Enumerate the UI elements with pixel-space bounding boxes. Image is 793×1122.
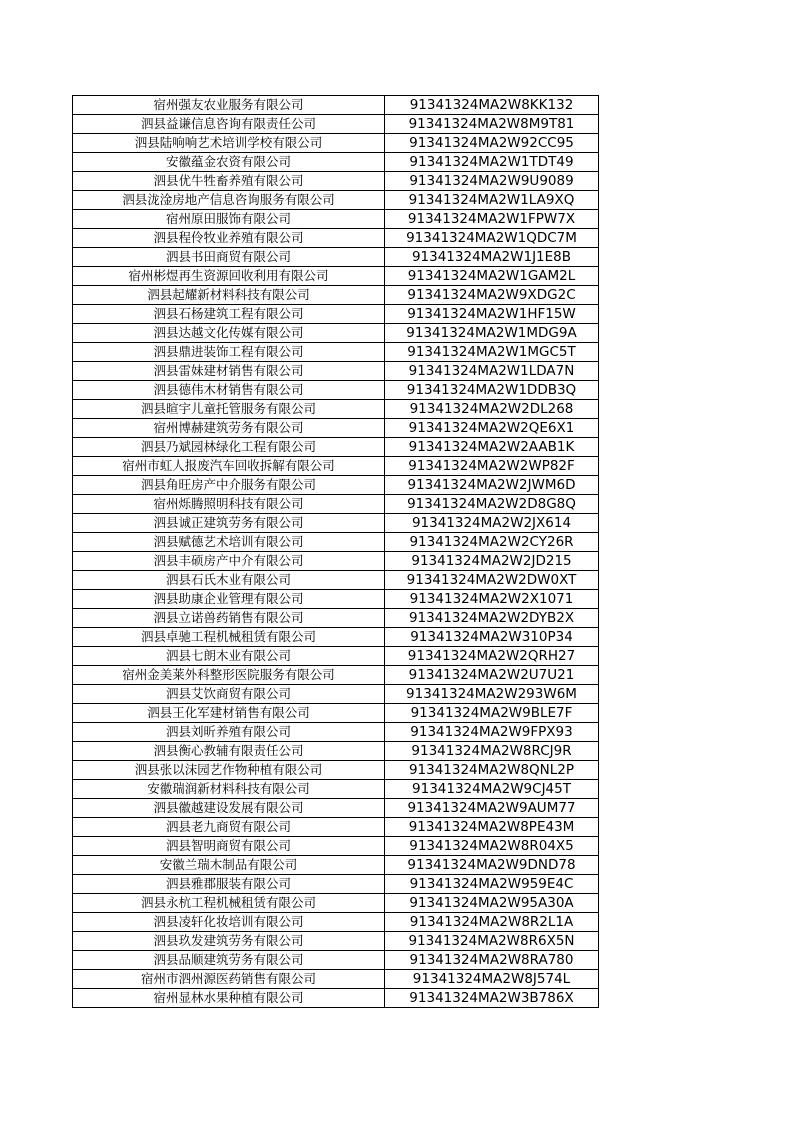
- table-row: [73, 742, 599, 761]
- table-row: [73, 685, 599, 704]
- credit-code-cell: 91341324MA2W9AUM77: [385, 799, 599, 818]
- credit-code-cell: 91341324MA2W2JWM6D: [385, 476, 599, 495]
- credit-code-cell: 91341324MA2W8R04X5: [385, 837, 599, 856]
- company-name-cell: 宿州市泗州源医药销售有限公司: [73, 970, 385, 989]
- company-name-cell: 泗县程伶牧业养殖有限公司: [73, 229, 385, 248]
- company-name-cell: 泗县智明商贸有限公司: [73, 837, 385, 856]
- credit-code-cell: 91341324MA2W9FPX93: [385, 723, 599, 742]
- table-row: [73, 970, 599, 989]
- credit-code-cell: 91341324MA2W9XDG2C: [385, 286, 599, 305]
- company-name-cell: 宿州金美莱外科整形医院服务有限公司: [73, 666, 385, 685]
- credit-code-cell: 91341324MA2W2DL268: [385, 400, 599, 419]
- table-row: [73, 286, 599, 305]
- credit-code-cell: 91341324MA2W2D8G8Q: [385, 495, 599, 514]
- credit-code-cell: 91341324MA2W9BLE7F: [385, 704, 599, 723]
- credit-code-cell: 91341324MA2W2DW0XT: [385, 571, 599, 590]
- table-row: [73, 913, 599, 932]
- credit-code-cell: 91341324MA2W1FPW7X: [385, 210, 599, 229]
- credit-code-cell: 91341324MA2W1QDC7M: [385, 229, 599, 248]
- company-name-cell: 泗县角旺房产中介服务有限公司: [73, 476, 385, 495]
- table-row: [73, 951, 599, 970]
- table-row: [73, 134, 599, 153]
- credit-code-cell: 91341324MA2W2WP82F: [385, 457, 599, 476]
- table-row: [73, 704, 599, 723]
- table-row: [73, 362, 599, 381]
- company-name-cell: 泗县凌轩化妆培训有限公司: [73, 913, 385, 932]
- credit-code-cell: 91341324MA2W2JX614: [385, 514, 599, 533]
- credit-code-cell: 91341324MA2W2U7U21: [385, 666, 599, 685]
- table-row: [73, 419, 599, 438]
- credit-code-cell: 91341324MA2W293W6M: [385, 685, 599, 704]
- table-row: [73, 400, 599, 419]
- table-row: [73, 210, 599, 229]
- credit-code-cell: 91341324MA2W2X1071: [385, 590, 599, 609]
- company-name-cell: 泗县暄宇儿童托管服务有限公司: [73, 400, 385, 419]
- table-row: [73, 856, 599, 875]
- table-row: [73, 932, 599, 951]
- table-row: [73, 647, 599, 666]
- table-row: [73, 381, 599, 400]
- company-name-cell: 泗县丰硕房产中介有限公司: [73, 552, 385, 571]
- table-row: [73, 514, 599, 533]
- table-row: [73, 552, 599, 571]
- table-row: [73, 837, 599, 856]
- company-name-cell: 安徽蕴金农资有限公司: [73, 153, 385, 172]
- company-name-cell: 宿州原田服饰有限公司: [73, 210, 385, 229]
- table-row: [73, 989, 599, 1008]
- table-row: [73, 343, 599, 362]
- table-row: [73, 590, 599, 609]
- table-row: [73, 153, 599, 172]
- company-name-cell: 宿州彬煜再生资源回收利用有限公司: [73, 267, 385, 286]
- company-name-cell: 泗县雅郡服装有限公司: [73, 875, 385, 894]
- table-row: [73, 495, 599, 514]
- table-row: [73, 324, 599, 343]
- company-name-cell: 泗县书田商贸有限公司: [73, 248, 385, 267]
- company-name-cell: 泗县赋德艺术培训有限公司: [73, 533, 385, 552]
- credit-code-cell: 91341324MA2W8PE43M: [385, 818, 599, 837]
- table-row: [73, 818, 599, 837]
- table-row: [73, 894, 599, 913]
- credit-code-cell: 91341324MA2W310P34: [385, 628, 599, 647]
- company-name-cell: 宿州烁腾照明科技有限公司: [73, 495, 385, 514]
- credit-code-cell: 91341324MA2W9CJ45T: [385, 780, 599, 799]
- table-row: [73, 191, 599, 210]
- table-row: [73, 666, 599, 685]
- credit-code-cell: 91341324MA2W2QE6X1: [385, 419, 599, 438]
- company-name-cell: 泗县诚正建筑劳务有限公司: [73, 514, 385, 533]
- company-name-cell: 泗县益谦信息咨询有限责任公司: [73, 115, 385, 134]
- company-name-cell: 泗县石氏木业有限公司: [73, 571, 385, 590]
- credit-code-cell: 91341324MA2W1MDG9A: [385, 324, 599, 343]
- credit-code-cell: 91341324MA2W8R6X5N: [385, 932, 599, 951]
- company-name-cell: 泗县永杭工程机械租赁有限公司: [73, 894, 385, 913]
- table-row: [73, 476, 599, 495]
- credit-code-cell: 91341324MA2W959E4C: [385, 875, 599, 894]
- company-name-cell: 泗县徽越建设发展有限公司: [73, 799, 385, 818]
- company-name-cell: 宿州博赫建筑劳务有限公司: [73, 419, 385, 438]
- credit-code-cell: 91341324MA2W92CC95: [385, 134, 599, 153]
- table-row: [73, 571, 599, 590]
- credit-code-cell: 91341324MA2W1DDB3Q: [385, 381, 599, 400]
- table-row: [73, 875, 599, 894]
- table-row: [73, 799, 599, 818]
- credit-code-cell: 91341324MA2W2CY26R: [385, 533, 599, 552]
- credit-code-cell: 91341324MA2W95A30A: [385, 894, 599, 913]
- table-row: [73, 780, 599, 799]
- company-name-cell: 泗县张以沫园艺作物种植有限公司: [73, 761, 385, 780]
- company-name-cell: 泗县七朗木业有限公司: [73, 647, 385, 666]
- credit-code-cell: 91341324MA2W1HF15W: [385, 305, 599, 324]
- credit-code-cell: 91341324MA2W9U9089: [385, 172, 599, 191]
- table-row: [73, 96, 599, 115]
- credit-code-cell: 91341324MA2W2AAB1K: [385, 438, 599, 457]
- company-name-cell: 泗县雷妹建材销售有限公司: [73, 362, 385, 381]
- table-row: [73, 533, 599, 552]
- company-name-cell: 泗县鼎进装饰工程有限公司: [73, 343, 385, 362]
- table-row: [73, 457, 599, 476]
- company-name-cell: 泗县泷淦房地产信息咨询服务有限公司: [73, 191, 385, 210]
- company-table: [72, 95, 599, 1008]
- credit-code-cell: 91341324MA2W2QRH27: [385, 647, 599, 666]
- credit-code-cell: 91341324MA2W9DND78: [385, 856, 599, 875]
- table-row: [73, 609, 599, 628]
- table-row: [73, 723, 599, 742]
- company-name-cell: 泗县起耀新材料科技有限公司: [73, 286, 385, 305]
- company-name-cell: 泗县艾饮商贸有限公司: [73, 685, 385, 704]
- table-row: [73, 267, 599, 286]
- credit-code-cell: 91341324MA2W8QNL2P: [385, 761, 599, 780]
- company-name-cell: 泗县刘昕养殖有限公司: [73, 723, 385, 742]
- table-row: [73, 172, 599, 191]
- company-name-cell: 泗县德伟木材销售有限公司: [73, 381, 385, 400]
- company-table-body: [73, 96, 599, 1008]
- company-name-cell: 泗县品顺建筑劳务有限公司: [73, 951, 385, 970]
- credit-code-cell: 91341324MA2W8KK132: [385, 96, 599, 115]
- table-row: [73, 229, 599, 248]
- company-name-cell: 宿州市虹人报废汽车回收拆解有限公司: [73, 457, 385, 476]
- credit-code-cell: 91341324MA2W1LDA7N: [385, 362, 599, 381]
- table-row: [73, 761, 599, 780]
- credit-code-cell: 91341324MA2W2DYB2X: [385, 609, 599, 628]
- credit-code-cell: 91341324MA2W8RCJ9R: [385, 742, 599, 761]
- credit-code-cell: 91341324MA2W3B786X: [385, 989, 599, 1008]
- table-row: [73, 305, 599, 324]
- credit-code-cell: 91341324MA2W2JD215: [385, 552, 599, 571]
- company-name-cell: 泗县王化军建材销售有限公司: [73, 704, 385, 723]
- company-name-cell: 泗县老九商贸有限公司: [73, 818, 385, 837]
- company-name-cell: 宿州强友农业服务有限公司: [73, 96, 385, 115]
- company-name-cell: 安徽瑞润新材料科技有限公司: [73, 780, 385, 799]
- company-name-cell: 泗县卓驰工程机械租赁有限公司: [73, 628, 385, 647]
- credit-code-cell: 91341324MA2W8R2L1A: [385, 913, 599, 932]
- company-name-cell: 泗县玖发建筑劳务有限公司: [73, 932, 385, 951]
- credit-code-cell: 91341324MA2W8J574L: [385, 970, 599, 989]
- credit-code-cell: 91341324MA2W1J1E8B: [385, 248, 599, 267]
- credit-code-cell: 91341324MA2W1TDT49: [385, 153, 599, 172]
- company-name-cell: 泗县石杨建筑工程有限公司: [73, 305, 385, 324]
- company-name-cell: 泗县衡心教辅有限责任公司: [73, 742, 385, 761]
- credit-code-cell: 91341324MA2W1GAM2L: [385, 267, 599, 286]
- company-name-cell: 泗县达越文化传媒有限公司: [73, 324, 385, 343]
- company-name-cell: 泗县陆响响艺术培训学校有限公司: [73, 134, 385, 153]
- company-name-cell: 安徽兰瑞木制品有限公司: [73, 856, 385, 875]
- table-row: [73, 438, 599, 457]
- company-name-cell: 泗县立诺兽药销售有限公司: [73, 609, 385, 628]
- table-row: [73, 628, 599, 647]
- company-name-cell: 泗县乃斌园林绿化工程有限公司: [73, 438, 385, 457]
- credit-code-cell: 91341324MA2W1MGC5T: [385, 343, 599, 362]
- company-name-cell: 泗县助康企业管理有限公司: [73, 590, 385, 609]
- company-name-cell: 泗县优牛牲畜养殖有限公司: [73, 172, 385, 191]
- table-row: [73, 115, 599, 134]
- credit-code-cell: 91341324MA2W1LA9XQ: [385, 191, 599, 210]
- table-row: [73, 248, 599, 267]
- credit-code-cell: 91341324MA2W8RA780: [385, 951, 599, 970]
- company-name-cell: 宿州显林水果种植有限公司: [73, 989, 385, 1008]
- credit-code-cell: 91341324MA2W8M9T81: [385, 115, 599, 134]
